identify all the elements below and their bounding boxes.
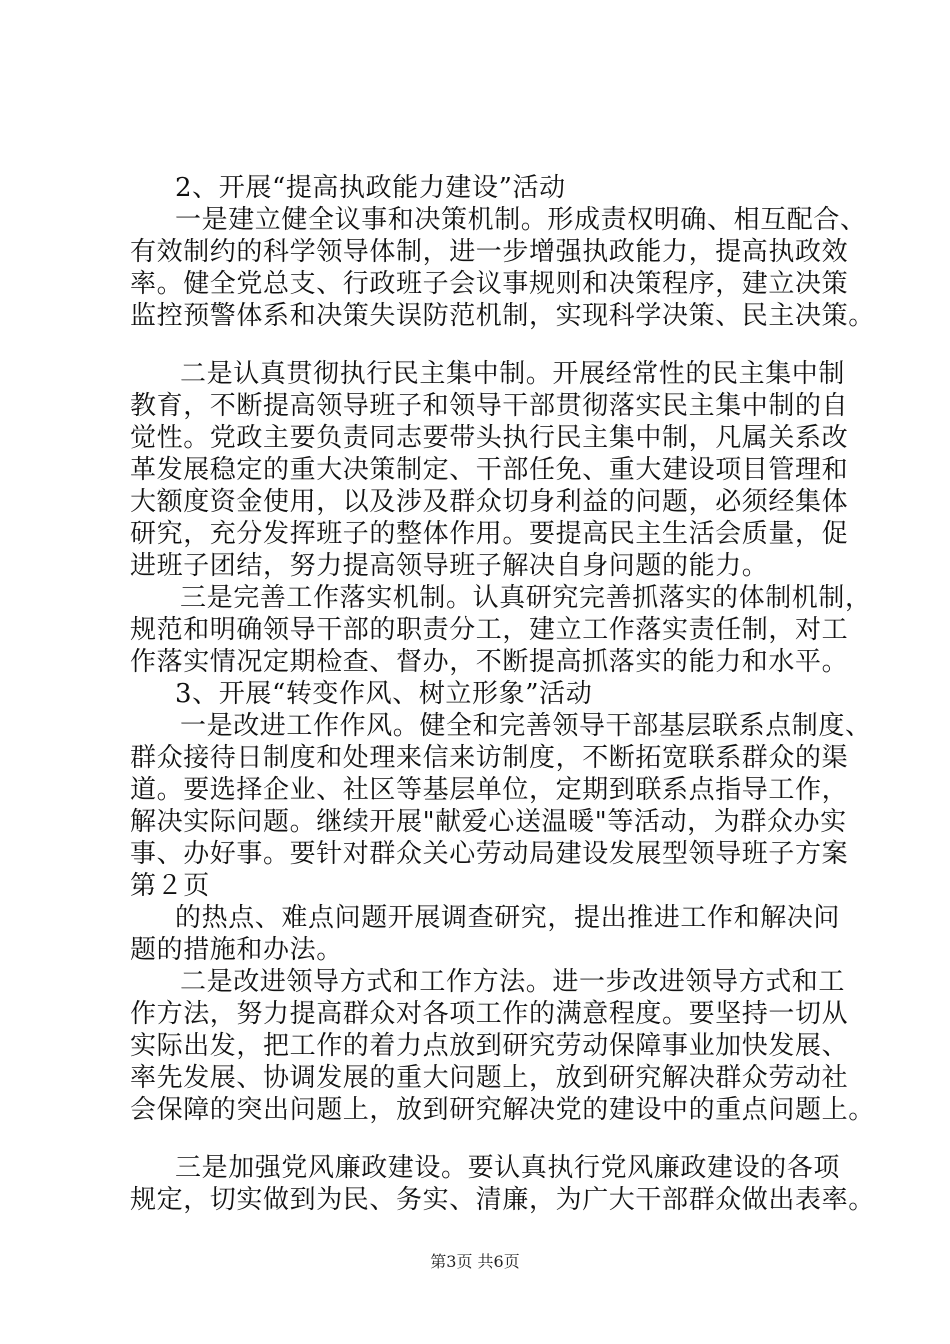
paragraph-line: 进班子团结，努力提高领导班子解决自身问题的能力。 [130,551,769,581]
paragraph-line: 革发展稳定的重大决策制定、干部任免、重大建设项目管理和 [130,455,849,485]
paragraph-line: 二是认真贯彻执行民主集中制。开展经常性的民主集中制 [180,359,846,389]
paragraph-line: 二是改进领导方式和工作方法。进一步改进领导方式和工 [180,967,846,997]
paragraph-line: 的热点、难点问题开展调查研究，提出推进工作和解决问 [175,903,841,933]
paragraph-line: 觉性。党政主要负责同志要带头执行民主集中制，凡属关系改 [130,423,849,453]
paragraph-line: 一是改进工作作风。健全和完善领导干部基层联系点制度、 [180,711,872,741]
paragraph-line: 会保障的突出问题上，放到研究解决党的建设中的重点问题上。 [130,1095,875,1125]
paragraph-line: 群众接待日制度和处理来信来访制度，不断拓宽联系群众的渠 [130,743,849,773]
inline-page-marker: 第２页 [130,871,210,901]
paragraph-line: 实际出发，把工作的着力点放到研究劳动保障事业加快发展、 [130,1031,849,1061]
section-heading-2: 2、开展“提高执政能力建设”活动 [175,173,566,203]
paragraph-line: 规定，切实做到为民、务实、清廉，为广大干部群众做出表率。 [130,1185,875,1215]
paragraph-line: 事、办好事。要针对群众关心劳动局建设发展型领导班子方案 [130,839,849,869]
paragraph-line: 三是加强党风廉政建设。要认真执行党风廉政建设的各项 [175,1153,841,1183]
paragraph-line: 解决实际问题。继续开展"献爱心送温暖"等活动，为群众办实 [130,807,847,837]
paragraph-line: 一是建立健全议事和决策机制。形成责权明确、相互配合、 [175,205,867,235]
paragraph-line: 监控预警体系和决策失误防范机制，实现科学决策、民主决策。 [130,301,875,331]
paragraph-line: 率先发展、协调发展的重大问题上，放到研究解决群众劳动社 [130,1063,849,1093]
paragraph-line: 率。健全党总支、行政班子会议事规则和决策程序，建立决策 [130,269,849,299]
paragraph-line: 三是完善工作落实机制。认真研究完善抓落实的体制机制， [180,583,872,613]
paragraph-line: 题的措施和办法。 [130,935,343,965]
paragraph-line: 作方法，努力提高群众对各项工作的满意程度。要坚持一切从 [130,999,849,1029]
paragraph-line: 大额度资金使用，以及涉及群众切身利益的问题，必须经集体 [130,487,849,517]
paragraph-line: 作落实情况定期检查、督办，不断提高抓落实的能力和水平。 [130,647,849,677]
page-footer: 第3页 共6页 [430,1252,520,1271]
paragraph-line: 道。要选择企业、社区等基层单位，定期到联系点指导工作， [130,775,849,805]
paragraph-line: 研究，充分发挥班子的整体作用。要提高民主生活会质量，促 [130,519,849,549]
paragraph-line: 教育，不断提高领导班子和领导干部贯彻落实民主集中制的自 [130,391,849,421]
paragraph-line: 规范和明确领导干部的职责分工，建立工作落实责任制，对工 [130,615,849,645]
paragraph-line: 有效制约的科学领导体制，进一步增强执政能力，提高执政效 [130,237,849,267]
section-heading-3: 3、开展“转变作风、树立形象”活动 [175,679,593,709]
